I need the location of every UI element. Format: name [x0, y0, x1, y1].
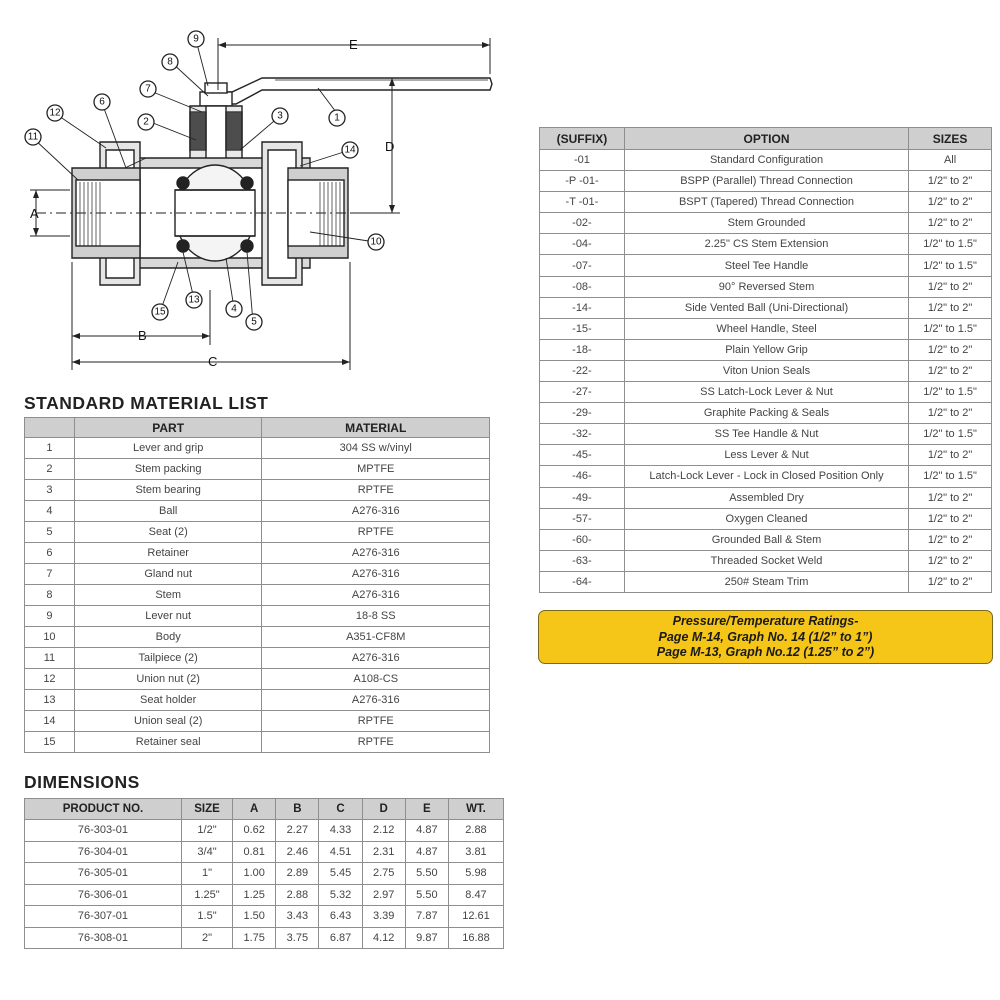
material-row-cell: 10	[25, 627, 75, 648]
material-row-cell: A276-316	[262, 564, 490, 585]
dimensions-header-cell: B	[276, 799, 319, 820]
material-row-cell: A351-CF8M	[262, 627, 490, 648]
dimensions-row-cell: 5.98	[448, 863, 503, 885]
dimensions-row-cell: 5.32	[319, 884, 362, 906]
dimensions-row-cell: 6.43	[319, 906, 362, 928]
svg-text:14: 14	[344, 144, 356, 156]
dimensions-header-row	[25, 799, 504, 820]
dimensions-row-cell: 4.12	[362, 927, 405, 949]
option-row	[540, 382, 992, 403]
option-row-cell: -P -01-	[540, 171, 625, 192]
material-row	[25, 648, 490, 669]
option-row-cell: -02-	[540, 213, 625, 234]
dimensions-row-cell: 16.88	[448, 927, 503, 949]
material-row-cell: 18-8 SS	[262, 606, 490, 627]
material-list-body	[25, 438, 490, 753]
dimensions-row-cell: 2.46	[276, 841, 319, 863]
callout-15	[152, 304, 168, 320]
option-row-cell: SS Latch-Lock Lever & Nut	[624, 382, 908, 403]
option-row-cell: 1/2" to 2"	[909, 171, 992, 192]
dimensions-row	[25, 884, 504, 906]
dimensions-body	[25, 820, 504, 949]
callout-5	[246, 314, 262, 330]
dimensions-row-cell: 5.45	[319, 863, 362, 885]
dimensions-row-cell: 1.25	[233, 884, 276, 906]
options-body	[540, 150, 992, 593]
dim-label-e: E	[349, 37, 358, 52]
option-row-cell: 1/2" to 2"	[909, 529, 992, 550]
options-header-option: OPTION	[624, 128, 908, 150]
callout-4	[226, 301, 242, 317]
option-row-cell: -08-	[540, 276, 625, 297]
material-row	[25, 501, 490, 522]
option-row-cell: 250# Steam Trim	[624, 571, 908, 592]
material-row-cell: 13	[25, 690, 75, 711]
option-row-cell: Side Vented Ball (Uni-Directional)	[624, 297, 908, 318]
option-row	[540, 360, 992, 381]
dimensions-row-cell: 0.81	[233, 841, 276, 863]
option-row	[540, 508, 992, 529]
dimensions-row-cell: 76-303-01	[25, 820, 182, 842]
material-row	[25, 564, 490, 585]
material-row-cell: Body	[74, 627, 262, 648]
dimensions-title: DIMENSIONS	[24, 772, 140, 792]
option-row	[540, 466, 992, 487]
material-row-cell: A108-CS	[262, 669, 490, 690]
callout-13	[186, 292, 202, 308]
dimensions-row-cell: 3/4"	[181, 841, 232, 863]
option-row-cell: 1/2" to 1.5"	[909, 255, 992, 276]
option-row-cell: -07-	[540, 255, 625, 276]
option-row-cell: 1/2" to 2"	[909, 487, 992, 508]
svg-text:2: 2	[143, 116, 149, 128]
dimensions-row-cell: 2.31	[362, 841, 405, 863]
dimensions-row-cell: 1"	[181, 863, 232, 885]
dim-label-b: B	[138, 328, 147, 343]
dimensions-row-cell: 2.88	[276, 884, 319, 906]
material-row-cell: Union seal (2)	[74, 711, 262, 732]
material-row-cell: 7	[25, 564, 75, 585]
material-row-cell: Lever nut	[74, 606, 262, 627]
dimensions-row-cell: 3.43	[276, 906, 319, 928]
option-row-cell: 1/2" to 1.5"	[909, 466, 992, 487]
option-row-cell: 1/2" to 2"	[909, 445, 992, 466]
option-row-cell: 1/2" to 2"	[909, 192, 992, 213]
material-row-cell: Gland nut	[74, 564, 262, 585]
option-row-cell: -57-	[540, 508, 625, 529]
option-row-cell: Stem Grounded	[624, 213, 908, 234]
option-row-cell: 1/2" to 1.5"	[909, 382, 992, 403]
callout-14	[342, 142, 358, 158]
callout-6	[94, 94, 110, 110]
callout-10	[368, 234, 384, 250]
material-row	[25, 522, 490, 543]
material-row-cell: RPTFE	[262, 711, 490, 732]
option-row-cell: Grounded Ball & Stem	[624, 529, 908, 550]
option-row-cell: 90° Reversed Stem	[624, 276, 908, 297]
material-row-cell: Seat (2)	[74, 522, 262, 543]
material-row-cell: Retainer seal	[74, 732, 262, 753]
options-header-row	[540, 128, 992, 150]
svg-text:12: 12	[49, 107, 61, 119]
material-header-num	[25, 418, 75, 438]
option-row-cell: -29-	[540, 403, 625, 424]
dimensions-row-cell: 0.62	[233, 820, 276, 842]
material-row-cell: A276-316	[262, 585, 490, 606]
option-row-cell: SS Tee Handle & Nut	[624, 424, 908, 445]
options-header-sizes: SIZES	[909, 128, 992, 150]
svg-text:7: 7	[145, 83, 151, 95]
svg-text:10: 10	[370, 236, 382, 248]
material-row-cell: 9	[25, 606, 75, 627]
dimensions-row-cell: 1.00	[233, 863, 276, 885]
option-row-cell: -18-	[540, 339, 625, 360]
option-row	[540, 297, 992, 318]
material-row-cell: 6	[25, 543, 75, 564]
option-row-cell: -27-	[540, 382, 625, 403]
material-row-cell: 12	[25, 669, 75, 690]
option-row	[540, 487, 992, 508]
material-row	[25, 480, 490, 501]
dimensions-row-cell: 76-305-01	[25, 863, 182, 885]
svg-text:9: 9	[193, 33, 199, 45]
option-row-cell: Graphite Packing & Seals	[624, 403, 908, 424]
material-row	[25, 690, 490, 711]
callout-7	[140, 81, 156, 97]
material-row	[25, 585, 490, 606]
svg-text:15: 15	[154, 306, 166, 318]
material-row-cell: Stem packing	[74, 459, 262, 480]
option-row-cell: -32-	[540, 424, 625, 445]
svg-text:8: 8	[167, 56, 173, 68]
dimensions-row	[25, 820, 504, 842]
material-row-cell: 11	[25, 648, 75, 669]
ratings-line-2: Page M-14, Graph No. 14 (1/2” to 1”)	[658, 629, 873, 644]
material-row-cell: RPTFE	[262, 480, 490, 501]
material-row-cell: A276-316	[262, 501, 490, 522]
option-row	[540, 571, 992, 592]
callout-1	[329, 110, 345, 126]
option-row	[540, 445, 992, 466]
dimensions-row-cell: 12.61	[448, 906, 503, 928]
dimensions-row-cell: 3.39	[362, 906, 405, 928]
callout-11	[25, 129, 41, 145]
option-row-cell: All	[909, 150, 992, 171]
dimensions-row-cell: 76-306-01	[25, 884, 182, 906]
option-row	[540, 171, 992, 192]
dim-label-a: A	[30, 206, 39, 221]
dimensions-row	[25, 927, 504, 949]
option-row-cell: 1/2" to 2"	[909, 550, 992, 571]
dim-label-c: C	[208, 354, 218, 369]
option-row-cell: -01	[540, 150, 625, 171]
option-row-cell: BSPP (Parallel) Thread Connection	[624, 171, 908, 192]
option-row-cell: -22-	[540, 360, 625, 381]
material-row	[25, 438, 490, 459]
dimensions-header-cell: A	[233, 799, 276, 820]
option-row-cell: 1/2" to 2"	[909, 360, 992, 381]
dimensions-row-cell: 3.75	[276, 927, 319, 949]
material-row	[25, 669, 490, 690]
option-row	[540, 192, 992, 213]
ball-valve-diagram	[0, 0, 510, 380]
option-row-cell: -64-	[540, 571, 625, 592]
option-row-cell: Standard Configuration	[624, 150, 908, 171]
option-row-cell: -45-	[540, 445, 625, 466]
dimensions-header-cell: E	[405, 799, 448, 820]
option-row	[540, 318, 992, 339]
material-row-cell: Tailpiece (2)	[74, 648, 262, 669]
option-row-cell: Viton Union Seals	[624, 360, 908, 381]
ratings-line-3: Page M-13, Graph No.12 (1.25” to 2”)	[656, 645, 875, 659]
dimensions-row-cell: 5.50	[405, 884, 448, 906]
material-header-row	[25, 418, 490, 438]
svg-text:1: 1	[334, 112, 340, 124]
dimensions-table	[24, 798, 504, 949]
option-row	[540, 550, 992, 571]
dimensions-row-cell: 4.87	[405, 820, 448, 842]
dimensions-row-cell: 1.5"	[181, 906, 232, 928]
material-list-table	[24, 417, 490, 753]
option-row-cell: Wheel Handle, Steel	[624, 318, 908, 339]
option-row	[540, 276, 992, 297]
dimensions-header-cell: SIZE	[181, 799, 232, 820]
option-row-cell: -46-	[540, 466, 625, 487]
material-row-cell: A276-316	[262, 690, 490, 711]
material-row-cell: 15	[25, 732, 75, 753]
material-row-cell: A276-316	[262, 648, 490, 669]
option-row	[540, 403, 992, 424]
svg-text:6: 6	[99, 96, 105, 108]
dimensions-row-cell: 76-304-01	[25, 841, 182, 863]
material-row-cell: RPTFE	[262, 732, 490, 753]
ratings-line-1: Pressure/Temperature Ratings-	[672, 614, 859, 628]
material-row-cell: 2	[25, 459, 75, 480]
option-row-cell: 1/2" to 2"	[909, 339, 992, 360]
material-row	[25, 543, 490, 564]
material-row-cell: Stem bearing	[74, 480, 262, 501]
material-row-cell: Lever and grip	[74, 438, 262, 459]
material-row-cell: 4	[25, 501, 75, 522]
option-row-cell: -15-	[540, 318, 625, 339]
dimensions-header-cell: C	[319, 799, 362, 820]
dimensions-row	[25, 906, 504, 928]
option-row	[540, 424, 992, 445]
material-row-cell: Retainer	[74, 543, 262, 564]
material-row-cell: 304 SS w/vinyl	[262, 438, 490, 459]
dim-label-d: D	[385, 139, 395, 154]
option-row	[540, 529, 992, 550]
option-row	[540, 234, 992, 255]
option-row-cell: Oxygen Cleaned	[624, 508, 908, 529]
option-row-cell: 1/2" to 2"	[909, 571, 992, 592]
material-row	[25, 732, 490, 753]
material-row-cell: MPTFE	[262, 459, 490, 480]
option-row-cell: Plain Yellow Grip	[624, 339, 908, 360]
dimensions-row-cell: 2.75	[362, 863, 405, 885]
dimensions-row-cell: 4.33	[319, 820, 362, 842]
material-header-part: PART	[74, 418, 262, 438]
dimensions-row-cell: 2.27	[276, 820, 319, 842]
dimensions-row-cell: 1/2"	[181, 820, 232, 842]
dimensions-row-cell: 4.51	[319, 841, 362, 863]
material-row-cell: Ball	[74, 501, 262, 522]
dimensions-header-cell: D	[362, 799, 405, 820]
callout-2	[138, 114, 154, 130]
dimensions-header-cell: PRODUCT NO.	[25, 799, 182, 820]
dimensions-row-cell: 2.89	[276, 863, 319, 885]
material-row-cell: A276-316	[262, 543, 490, 564]
callout-12	[47, 105, 63, 121]
option-row-cell: BSPT (Tapered) Thread Connection	[624, 192, 908, 213]
material-row	[25, 459, 490, 480]
material-row-cell: 8	[25, 585, 75, 606]
option-row-cell: 1/2" to 2"	[909, 276, 992, 297]
material-row-cell: 1	[25, 438, 75, 459]
option-row-cell: 1/2" to 2"	[909, 213, 992, 234]
option-row-cell: -60-	[540, 529, 625, 550]
option-row	[540, 339, 992, 360]
options-table	[539, 127, 992, 593]
dimensions-row-cell: 2.12	[362, 820, 405, 842]
option-row-cell: -04-	[540, 234, 625, 255]
option-row-cell: 2.25" CS Stem Extension	[624, 234, 908, 255]
option-row-cell: -T -01-	[540, 192, 625, 213]
option-row	[540, 255, 992, 276]
pressure-temperature-ratings-box	[538, 610, 993, 664]
dimensions-row-cell: 76-308-01	[25, 927, 182, 949]
option-row-cell: Latch-Lock Lever - Lock in Closed Position Only	[624, 466, 908, 487]
option-row-cell: Less Lever & Nut	[624, 445, 908, 466]
dimensions-row-cell: 9.87	[405, 927, 448, 949]
material-row	[25, 606, 490, 627]
material-row	[25, 711, 490, 732]
dimensions-row-cell: 4.87	[405, 841, 448, 863]
material-row-cell: Stem	[74, 585, 262, 606]
option-row-cell: Threaded Socket Weld	[624, 550, 908, 571]
dimensions-row-cell: 2.88	[448, 820, 503, 842]
material-row-cell: 3	[25, 480, 75, 501]
option-row-cell: 1/2" to 2"	[909, 297, 992, 318]
dimensions-row-cell: 2.97	[362, 884, 405, 906]
callout-9	[188, 31, 204, 47]
option-row-cell: 1/2" to 2"	[909, 403, 992, 424]
callout-3	[272, 108, 288, 124]
svg-text:5: 5	[251, 316, 257, 328]
material-header-material: MATERIAL	[262, 418, 490, 438]
option-row	[540, 213, 992, 234]
option-row-cell: 1/2" to 2"	[909, 508, 992, 529]
options-header-suffix: (SUFFIX)	[540, 128, 625, 150]
dimensions-row-cell: 76-307-01	[25, 906, 182, 928]
dimensions-row-cell: 3.81	[448, 841, 503, 863]
material-list-title: STANDARD MATERIAL LIST	[24, 393, 269, 413]
dimensions-row-cell: 1.25"	[181, 884, 232, 906]
option-row-cell: Assembled Dry	[624, 487, 908, 508]
option-row-cell: 1/2" to 1.5"	[909, 234, 992, 255]
option-row-cell: 1/2" to 1.5"	[909, 318, 992, 339]
dimensions-row	[25, 841, 504, 863]
material-row	[25, 627, 490, 648]
callout-8	[162, 54, 178, 70]
dimensions-row-cell: 1.75	[233, 927, 276, 949]
material-row-cell: 5	[25, 522, 75, 543]
svg-text:13: 13	[188, 294, 200, 306]
dimensions-row-cell: 7.87	[405, 906, 448, 928]
option-row-cell: -14-	[540, 297, 625, 318]
svg-text:11: 11	[27, 131, 39, 143]
option-row-cell: 1/2" to 1.5"	[909, 424, 992, 445]
svg-text:4: 4	[231, 303, 237, 315]
dimensions-row-cell: 6.87	[319, 927, 362, 949]
option-row	[540, 150, 992, 171]
material-row-cell: RPTFE	[262, 522, 490, 543]
dimensions-row-cell: 8.47	[448, 884, 503, 906]
option-row-cell: -63-	[540, 550, 625, 571]
material-row-cell: Union nut (2)	[74, 669, 262, 690]
material-row-cell: 14	[25, 711, 75, 732]
material-row-cell: Seat holder	[74, 690, 262, 711]
dimensions-row-cell: 1.50	[233, 906, 276, 928]
dimensions-row-cell: 2"	[181, 927, 232, 949]
dimensions-row-cell: 5.50	[405, 863, 448, 885]
dimensions-row	[25, 863, 504, 885]
svg-text:3: 3	[277, 110, 283, 122]
option-row-cell: Steel Tee Handle	[624, 255, 908, 276]
option-row-cell: -49-	[540, 487, 625, 508]
dimensions-header-cell: WT.	[448, 799, 503, 820]
